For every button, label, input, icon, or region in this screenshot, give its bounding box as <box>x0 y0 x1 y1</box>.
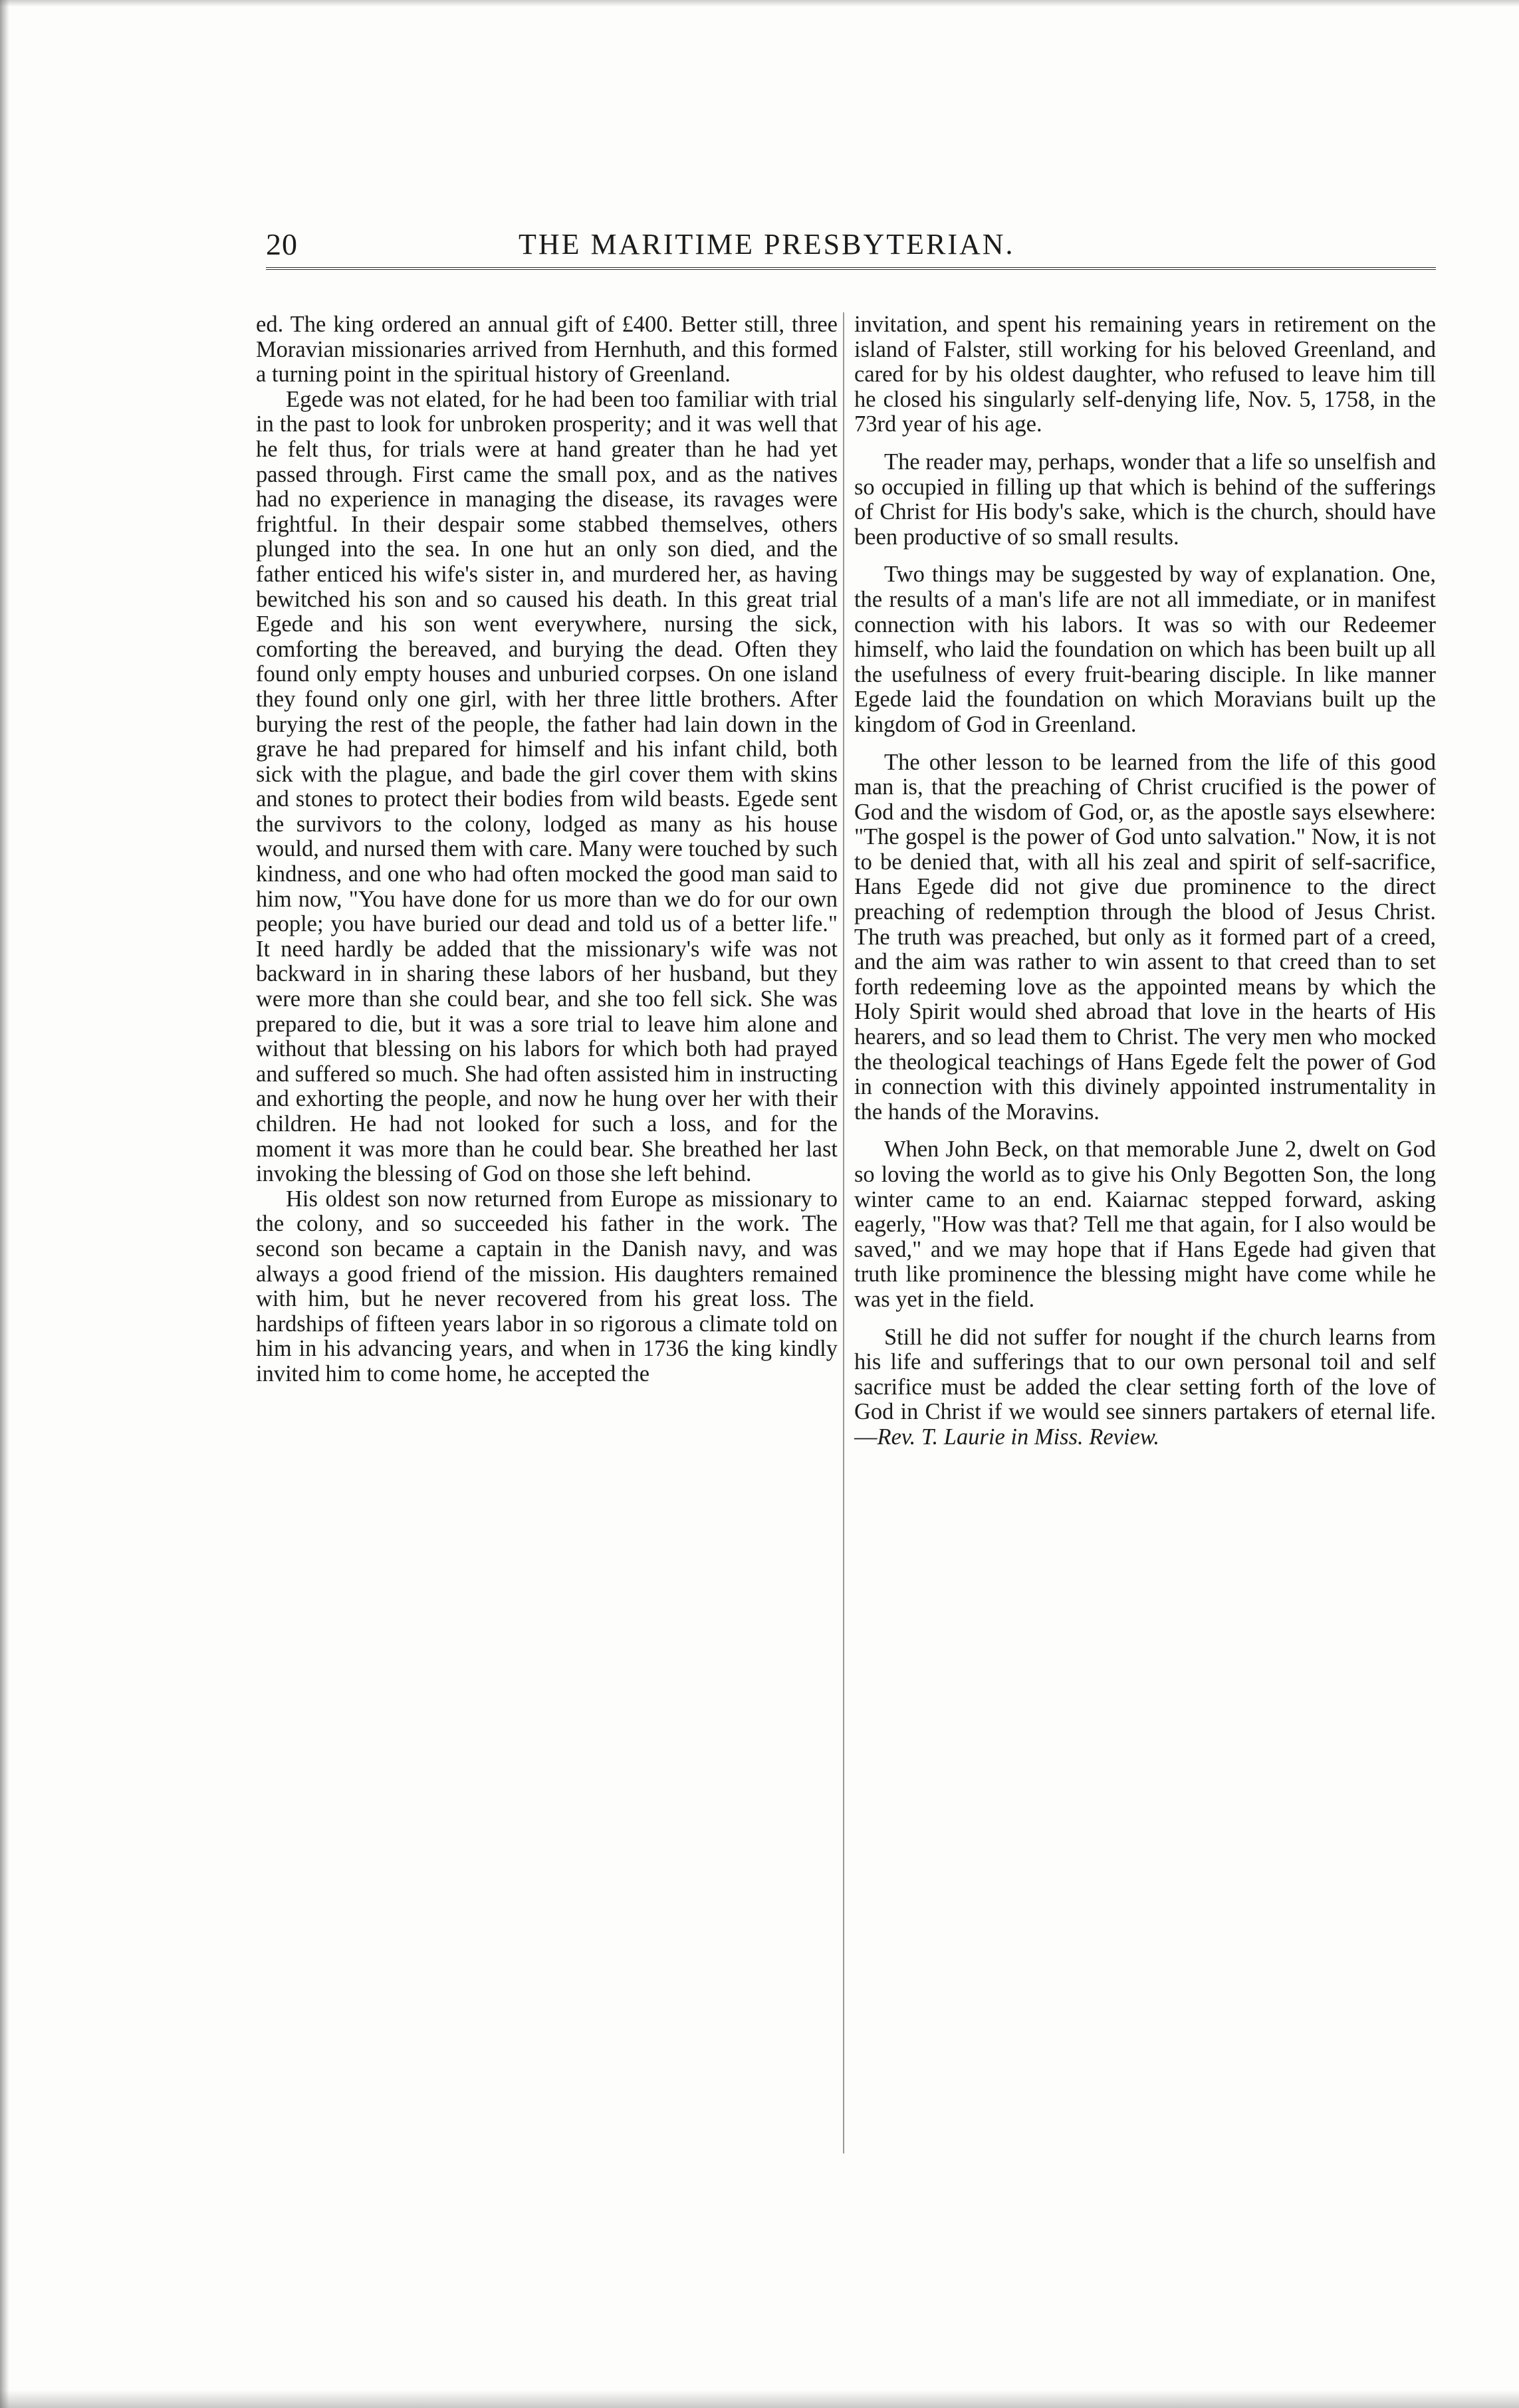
right-paragraph-4: The other lesson to be learned from the life of this good man is, that the preaching of Christ crucified is the power of God and the wisdom of God, or, as the apostle says elsewhere: "The gospel is the power of God unto salvation." Now, it is not to be denied that, with all his zeal and spirit of self-sacrifice, Hans Egede did not give due prominence to the direct preaching of redemption through the blood of Jesus Christ. The truth was preached, but only as it formed part of a creed, and the aim was rather to win assent to that creed than to set forth redeeming love as the appointed means by which the Holy Spirit would shed abroad that love in the hearts of His hearers, and so lead them to Christ. The very men who mocked the theological teachings of Hans Egede felt the power of God in connection with this divinely appointed instrumentality in the hands of the Moravins. <box>854 749 1436 1125</box>
scan-edge-top <box>0 0 1519 7</box>
running-title: THE MARITIME PRESBYTERIAN. <box>519 228 1015 261</box>
left-column <box>256 312 838 2167</box>
right-paragraph-1: invitation, and spent his remaining years in retirement on the island of Falster, still working for his beloved Greenland, and cared for by his oldest daughter, who refused to leave him till he closed his singularly self-denying life, Nov. 5, 1758, in the 73rd year of his age. <box>854 312 1436 437</box>
right-paragraph-3: Two things may be suggested by way of explanation. One, the results of a man's life are not all immediate, or in manifest connection with his labors. It was so with our Redeemer himself, who laid the foundation on which has been built up all the usefulness of every fruit-bearing disciple. In like manner Egede laid the foundation on which Moravians built up the kingdom of God in Greenland. <box>854 562 1436 737</box>
closing-text: Still he did not suffer for nought if the church learns from his life and sufferings that to our own personal toil and self sacrifice must be added the clear setting forth of the love of God in Christ if we would see sinners partakers of eternal life.— <box>854 1324 1436 1450</box>
right-paragraph-2: The reader may, perhaps, wonder that a life so unselfish and so occupied in filling up that which is behind of the sufferings of Christ for His body's sake, which is the church, should have been productive of so small results. <box>854 449 1436 550</box>
page-header <box>266 225 1436 278</box>
scan-edge-bottom <box>0 2390 1519 2408</box>
scan-edge-left <box>0 0 9 2408</box>
left-paragraph-1: ed. The king ordered an annual gift of £400. Better still, three Moravian missionaries arrived from Hernhuth, and this formed a turning point in the spiritual history of Greenland. <box>256 312 838 387</box>
page-number: 20 <box>266 227 298 261</box>
left-paragraph-3: His oldest son now returned from Europe as missionary to the colony, and so succeeded his father in the work. The second son became a captain in the Danish navy, and was always a good friend of the mission. His daughters remained with him, but he never recovered from his great loss. The hardships of fifteen years labor in so rigorous a climate told on him in his advancing years, and when in 1736 the king kindly invited him to come home, he accepted the <box>256 1186 838 1386</box>
left-paragraph-2: Egede was not elated, for he had been too familiar with trial in the past to look for unbroken prosperity; and it was well that he felt thus, for trials were at hand greater than he had yet passed through. First came the small pox, and as the natives had no experience in managing the disease, its ravages were frightful. In their despair some stabbed themselves, others plunged into the sea. In one hut an only son died, and the father enticed his wife's sister in, and murdered her, as having bewitched his son and so caused his death. In this great trial Egede and his son went everywhere, nursing the sick, comforting the bereaved, and burying the dead. Often they found only empty houses and unburied corpses. On one island they found only one girl, with her three little brothers. After burying the rest of the people, the father had lain down in the grave he had prepared for himself and his infant child, both sick with the plague, and bade the girl cover them with skins and stones to protect their bodies from wild beasts. Egede sent the survivors to the colony, lodged as many as his house would, and nursed them with care. Many were touched by such kindness, and one who had often mocked the good man said to him now, "You have done for us more than we do for our own people; you have buried our dead and told us of a better life." It need hardly be added that the missionary's wife was not backward in in sharing these labors of her husband, but they were more than she could bear, and she too fell sick. She was prepared to die, but it was a sore trial to leave him alone and without that blessing on his labors for which both had prayed and suffered so much. She had often assisted him in instructing and exhorting the people, and now he hung over her with their children. He had not looked for such a loss, and for the moment it was more than he could bear. She breathed her last invoking the blessing of God on those she left behind. <box>256 386 838 1187</box>
column-divider <box>843 312 844 2153</box>
right-column <box>854 312 1436 2167</box>
right-paragraph-5: When John Beck, on that memorable June 2, dwelt on God so loving the world as to give his Only Begotten Son, the long winter came to an end. Kaiarnac stepped forward, asking eagerly, "How was that? Tell me that again, for I also would be saved," and we may hope that if Hans Egede had given that truth like prominence the blessing might have come while he was yet in the field. <box>854 1137 1436 1312</box>
header-rule <box>266 267 1436 270</box>
right-paragraph-6 <box>854 1325 1436 1450</box>
citation: Rev. T. Laurie in Miss. Review. <box>877 1424 1159 1450</box>
